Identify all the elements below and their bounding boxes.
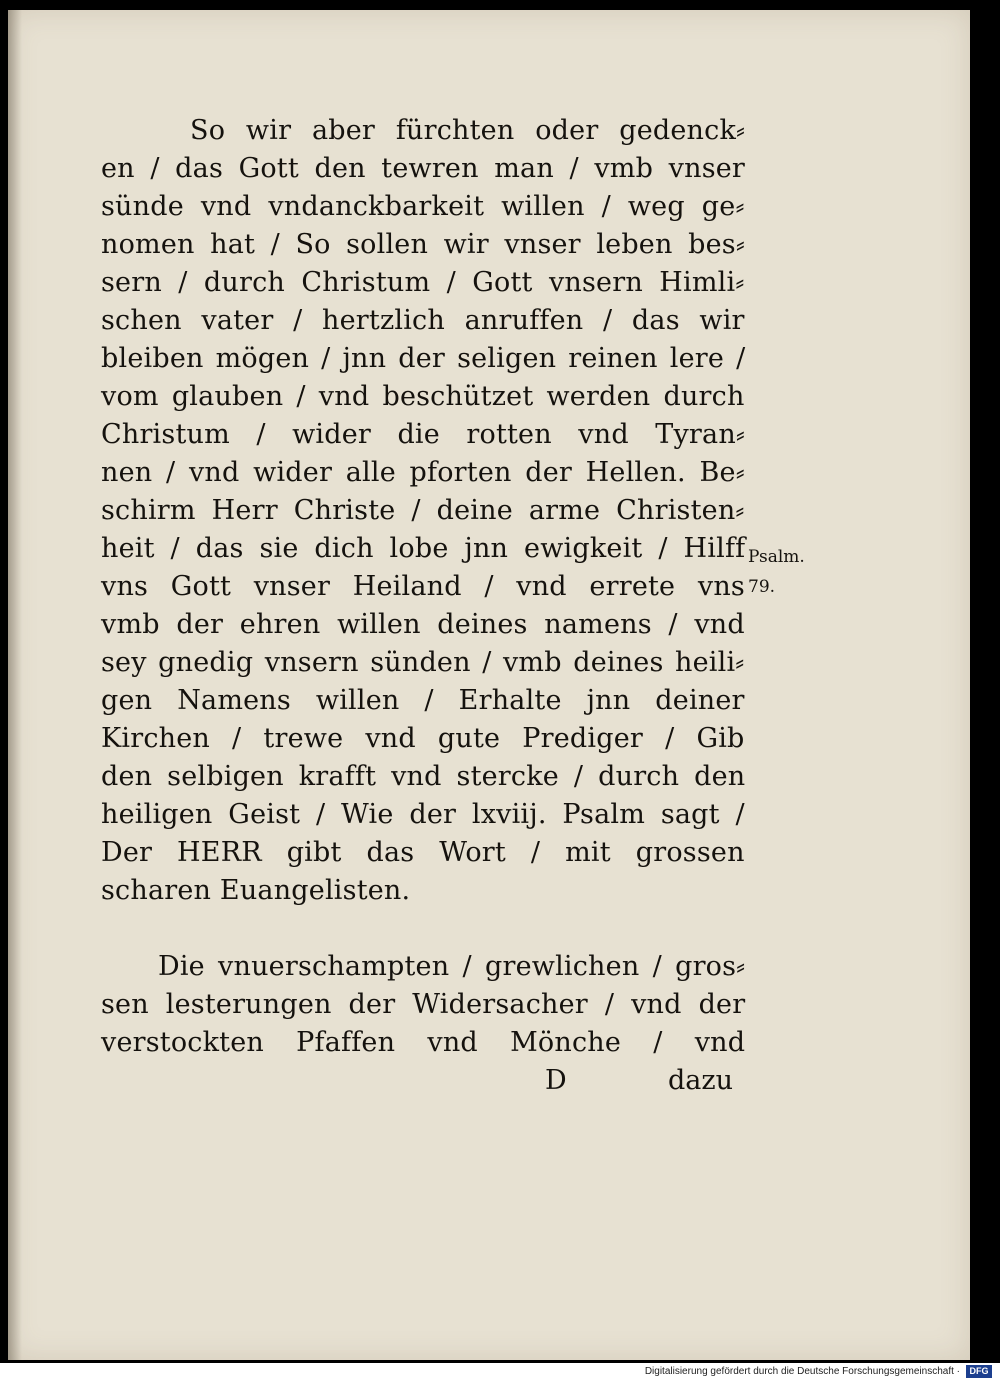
footer-credit: Digitalisierung gefördert durch die Deutsche Forschungsgemeinschaft · — [644, 1366, 960, 1377]
show-through-mark — [100, 122, 160, 152]
dfg-logo: DFG — [966, 1365, 992, 1378]
text-line: Die vnuerschampten / grewlichen / gros⸗ — [158, 951, 746, 982]
text-line: heiligen Geist / Wie der lxviij. Psalm sagt / — [101, 799, 745, 830]
text-line: Christum / wider die rotten vnd Tyran⸗ — [101, 419, 746, 450]
margin-note-number: 79. — [748, 577, 776, 597]
library-stamp-show-through — [333, 1125, 633, 1255]
text-line: gen Namens willen / Erhalte jnn deiner — [101, 685, 745, 716]
margin-note-psalm: Psalm. — [748, 547, 805, 567]
text-line: schirm Herr Christe / deine arme Christen⸗ — [101, 495, 745, 526]
text-line: Der HERR gibt das Wort / mit grossen — [101, 837, 745, 868]
text-line: verstockten Pfaffen vnd Mönche / vnd — [101, 1027, 746, 1058]
text-line: sern / durch Christum / Gott vnsern Himli⸗ — [101, 267, 745, 298]
text-line: So wir aber fürchten oder gedenck⸗ — [190, 115, 746, 146]
text-line: heit / das sie dich lobe jnn ewigkeit / Hilff — [101, 533, 746, 564]
text-line: scharen Euangelisten. — [101, 875, 411, 906]
catchword: dazu — [668, 1065, 733, 1096]
text-line: sen lesterungen der Widersacher / vnd der — [101, 989, 746, 1020]
text-line: en / das Gott den tewren man / vmb vnser — [101, 153, 746, 184]
text-line: nomen hat / So sollen wir vnser leben bes⸗ — [101, 229, 746, 260]
text-line: Kirchen / trewe vnd gute Prediger / Gib — [101, 723, 745, 754]
text-line: den selbigen krafft vnd stercke / durch den — [101, 761, 746, 792]
text-line: sünde vnd vndanckbarkeit willen / weg ge⸗ — [101, 191, 745, 222]
text-line: vns Gott vnser Heiland / vnd errete vns — [101, 571, 745, 602]
text-line: bleiben mögen / jnn der seligen reinen lere / — [101, 343, 746, 374]
text-line: vmb der ehren willen deines namens / vnd — [101, 609, 745, 640]
text-line: sey gnedig vnsern sünden / vmb deines heili⸗ — [101, 647, 745, 678]
gutter-shadow — [8, 10, 22, 1360]
signature-mark: D — [545, 1065, 567, 1096]
text-line: nen / vnd wider alle pforten der Hellen. Be⸗ — [101, 457, 745, 488]
text-line: vom glauben / vnd beschützet werden durch — [101, 381, 745, 412]
text-line: schen vater / hertzlich anruffen / das wir — [101, 305, 745, 336]
